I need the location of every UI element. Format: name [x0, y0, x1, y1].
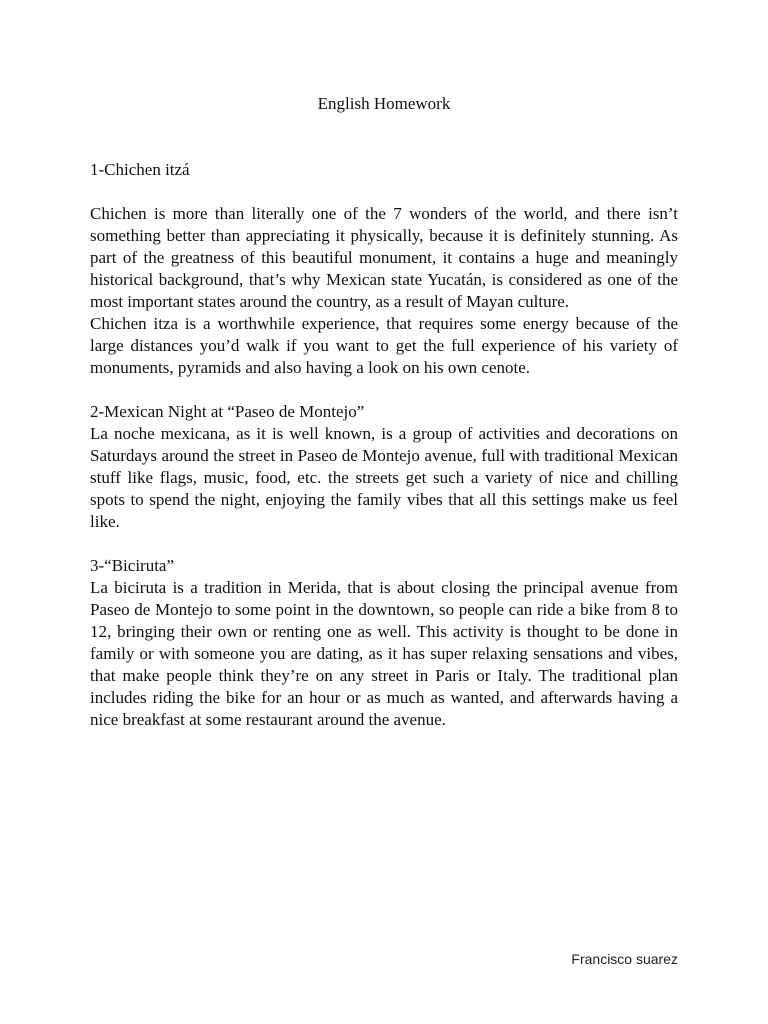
- document-body: [90, 159, 678, 731]
- spacer: [90, 379, 678, 401]
- section-heading: 1-Chichen itzá: [90, 160, 190, 179]
- section-biciruta: [90, 555, 678, 731]
- section-chichen-itza: [90, 159, 678, 379]
- section-mexican-night: [90, 401, 678, 533]
- section-paragraph: La biciruta is a tradition in Merida, that is about closing the principal avenue from Paseo de Montejo to some point in the downtown, so people can ride a bike from 8 to 12, bringing their own or renting one as well. This activity is thought to be done in family or with someone you are dating, as it has super relaxing sensations and vibes, that make people think they’re on any street in Paris or Italy. The traditional plan includes riding the bike for an hour or as much as wanted, and afterwards having a nice breakfast at some restaurant around the avenue.: [90, 578, 678, 729]
- document-title: English Homework: [317, 94, 451, 113]
- section-paragraph: Chichen itza is a worthwhile experience, that requires some energy because of the large distances you’d walk if you want to get the full experience of his variety of monuments, pyramids and also having a look on his own cenote.: [90, 314, 678, 377]
- section-heading: 3-“Biciruta”: [90, 556, 175, 575]
- spacer: [90, 181, 678, 203]
- author-name: Francisco suarez: [571, 951, 678, 967]
- section-paragraph: Chichen is more than literally one of the 7 wonders of the world, and there isn’t something better than appreciating it physically, because it is definitely stunning. As part of the greatness of this beautiful monument, it contains a huge and meaningly historical background, that’s why Mexican state Yucatán, is considered as one of the most important states around the country, as a result of Mayan culture.: [90, 204, 678, 311]
- section-heading: 2-Mexican Night at “Paseo de Montejo”: [90, 402, 365, 421]
- spacer: [90, 533, 678, 555]
- section-paragraph: La noche mexicana, as it is well known, is a group of activities and decorations on Saturdays around the street in Paseo de Montejo avenue, full with traditional Mexican stuff like flags, music, food, etc. the streets get such a variety of nice and chilling spots to spend the night, enjoying the family vibes that all this settings make us feel like.: [90, 424, 678, 531]
